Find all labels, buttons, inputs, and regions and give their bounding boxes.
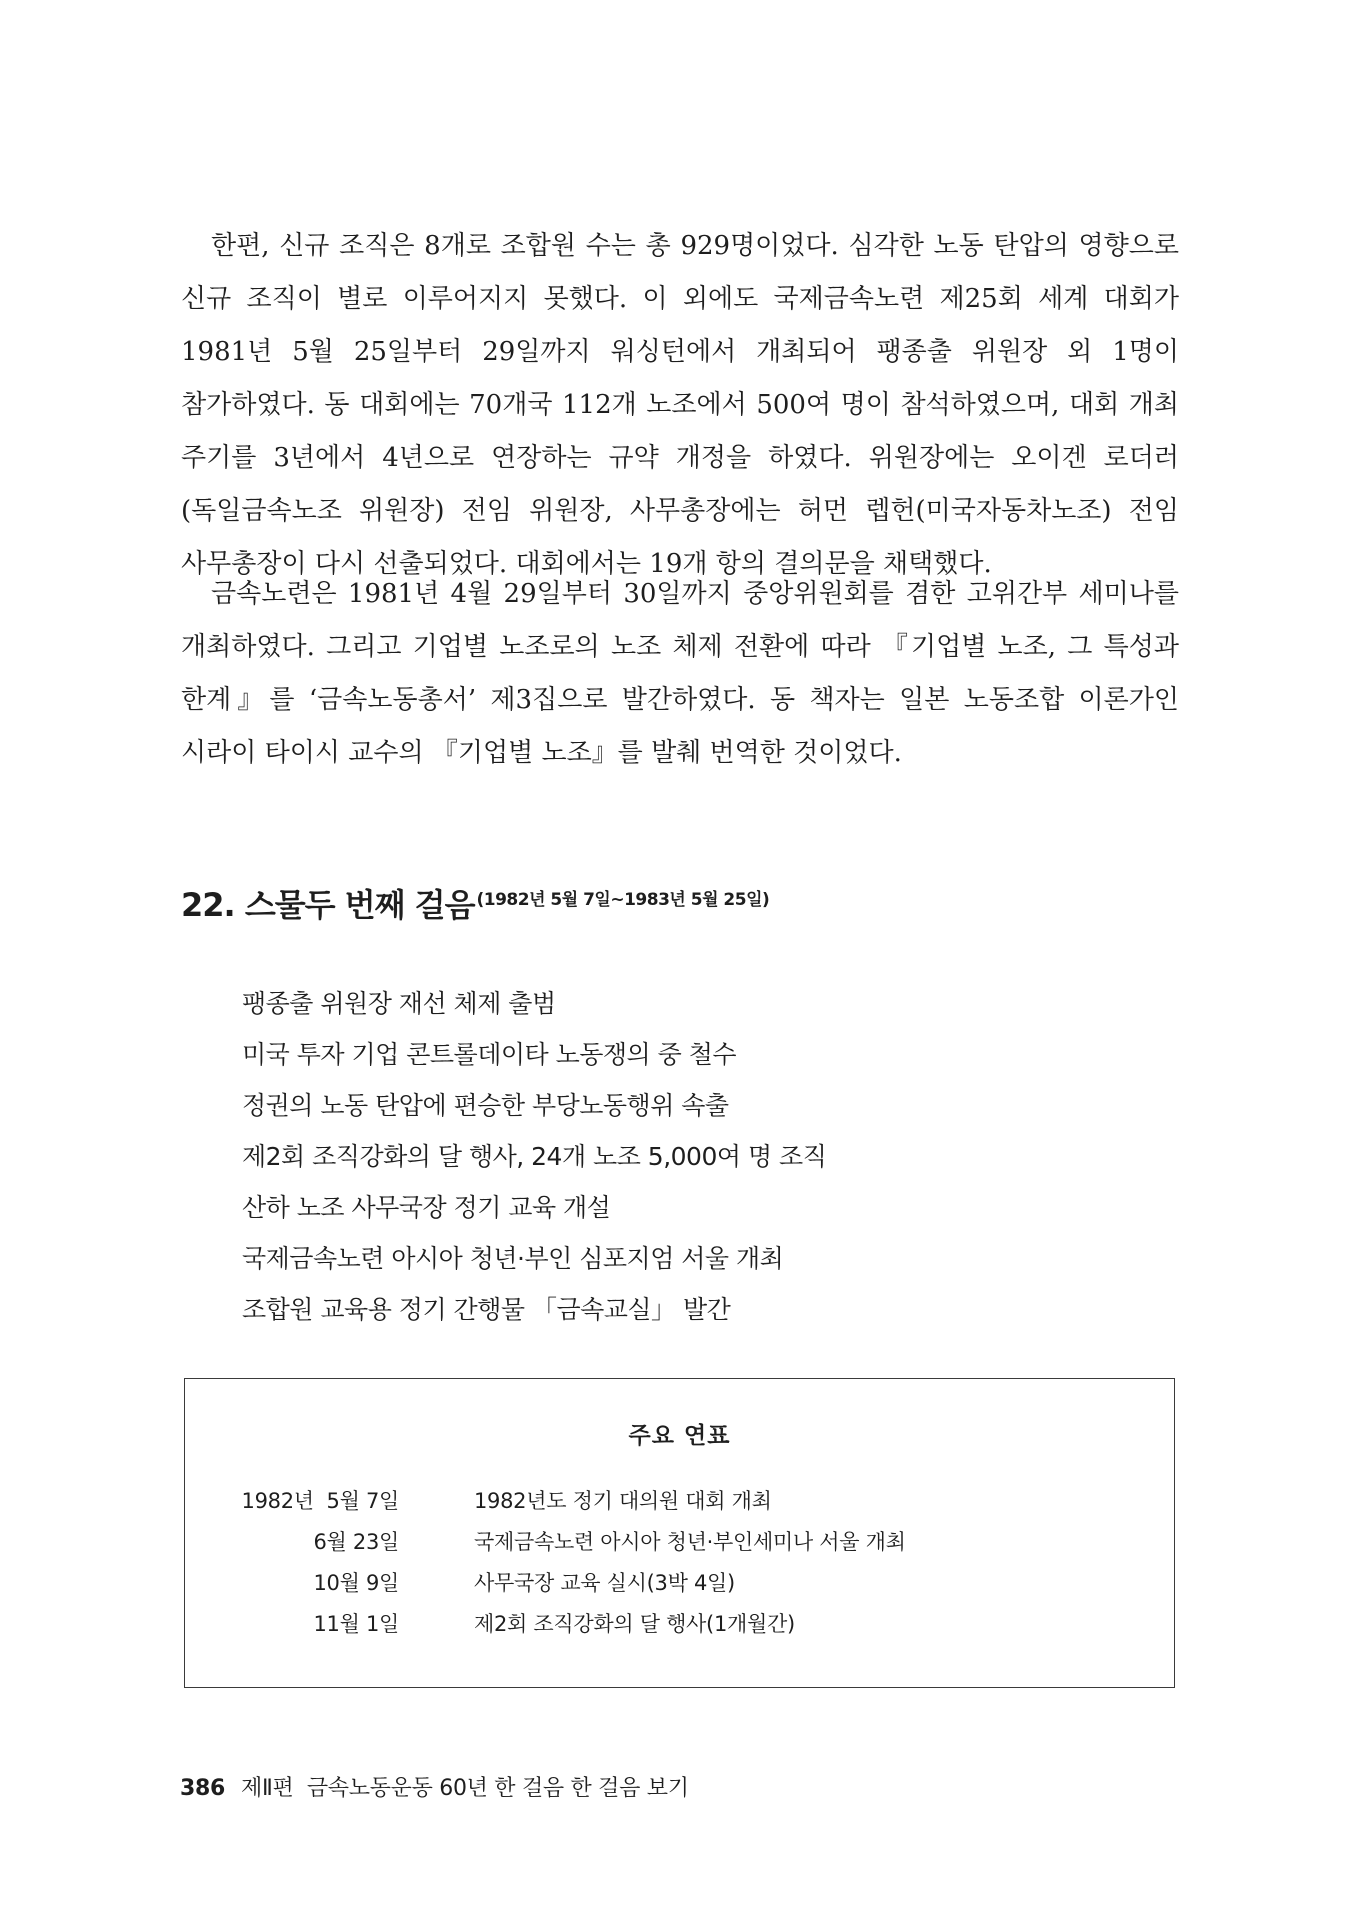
- timeline-date: 1982년 5월 7일: [241, 1489, 399, 1513]
- timeline-row: [185, 1481, 1174, 1521]
- section-title: 22. 스물두 번째 걸음: [181, 886, 475, 924]
- timeline-event: 사무국장 교육 실시(3박 4일): [474, 1571, 735, 1595]
- timeline-title: 주요 연표: [628, 1423, 731, 1449]
- page-footer: [180, 1771, 689, 1802]
- summary-item: 산하 노조 사무국장 정기 교육 개설: [242, 1193, 611, 1222]
- summary-item: 국제금속노련 아시아 청년·부인 심포지엄 서울 개최: [242, 1244, 784, 1273]
- summary-item: 제2회 조직강화의 달 행사, 24개 노조 5,000여 명 조직: [242, 1142, 827, 1171]
- timeline-event: 제2회 조직강화의 달 행사(1개월간): [474, 1612, 795, 1636]
- summary-item: 미국 투자 기업 콘트롤데이타 노동쟁의 중 철수: [242, 1040, 737, 1069]
- section-heading: [181, 880, 769, 926]
- timeline-event: 국제금속노련 아시아 청년·부인세미나 서울 개최: [474, 1530, 906, 1554]
- summary-item: 팽종출 위원장 재선 체제 출범: [242, 989, 556, 1018]
- timeline-date: 11월 1일: [313, 1612, 399, 1636]
- timeline-event: 1982년도 정기 대의원 대회 개최: [474, 1489, 772, 1513]
- body-paragraph: 금속노련은 1981년 4월 29일부터 30일까지 중앙위원회를 겸한 고위간부 세미나를 개최하였다. 그리고 기업별 노조로의 노조 체제 전환에 따라 『기업별 노조, 그 특성과 한계』를 ‘금속노동총서’ 제3집으로 발간하였다. 동 책자는 일본 노동조합 이론가인 시라이 타이시 교수의 『기업별 노조』를 발췌 번역한 것이었다.: [181, 579, 1179, 768]
- summary-item: 정권의 노동 탄압에 편승한 부당노동행위 속출: [242, 1091, 729, 1120]
- page-number: 386: [180, 1776, 226, 1801]
- timeline-row: [185, 1563, 1174, 1603]
- running-title: 제Ⅱ편 금속노동운동 60년 한 걸음 한 걸음 보기: [241, 1776, 689, 1801]
- timeline-date: 6월 23일: [313, 1530, 399, 1554]
- timeline-box: [184, 1378, 1175, 1688]
- section-summary-list: [242, 978, 826, 1335]
- summary-item: 조합원 교육용 정기 간행물 「금속교실」 발간: [242, 1295, 731, 1324]
- body-paragraph: 한편, 신규 조직은 8개로 조합원 수는 총 929명이었다. 심각한 노동 탄압의 영향으로 신규 조직이 별로 이루어지지 못했다. 이 외에도 국제금속노련 제25회 세계 대회가 1981년 5월 25일부터 29일까지 워싱턴에서 개최되어 팽종출 위원장 외 1명이 참가하였다. 동 대회에는 70개국 112개 노조에서 500여 명이 참석하였으며, 대회 개최 주기를 3년에서 4년으로 연장하는 규약 개정을 하였다. 위원장에는 오이겐 로더러(독일금속노조 위원장) 전임 위원장, 사무총장에는 허먼 렙헌(미국자동차노조) 전임 사무총장이 다시 선출되었다. 대회에서는 19개 항의 결의문을 채택했다.: [181, 231, 1179, 579]
- timeline-row: [185, 1604, 1174, 1644]
- section-period: (1982년 5월 7일~1983년 5월 25일): [476, 890, 770, 910]
- timeline-date: 10월 9일: [313, 1571, 399, 1595]
- timeline-row: [185, 1522, 1174, 1562]
